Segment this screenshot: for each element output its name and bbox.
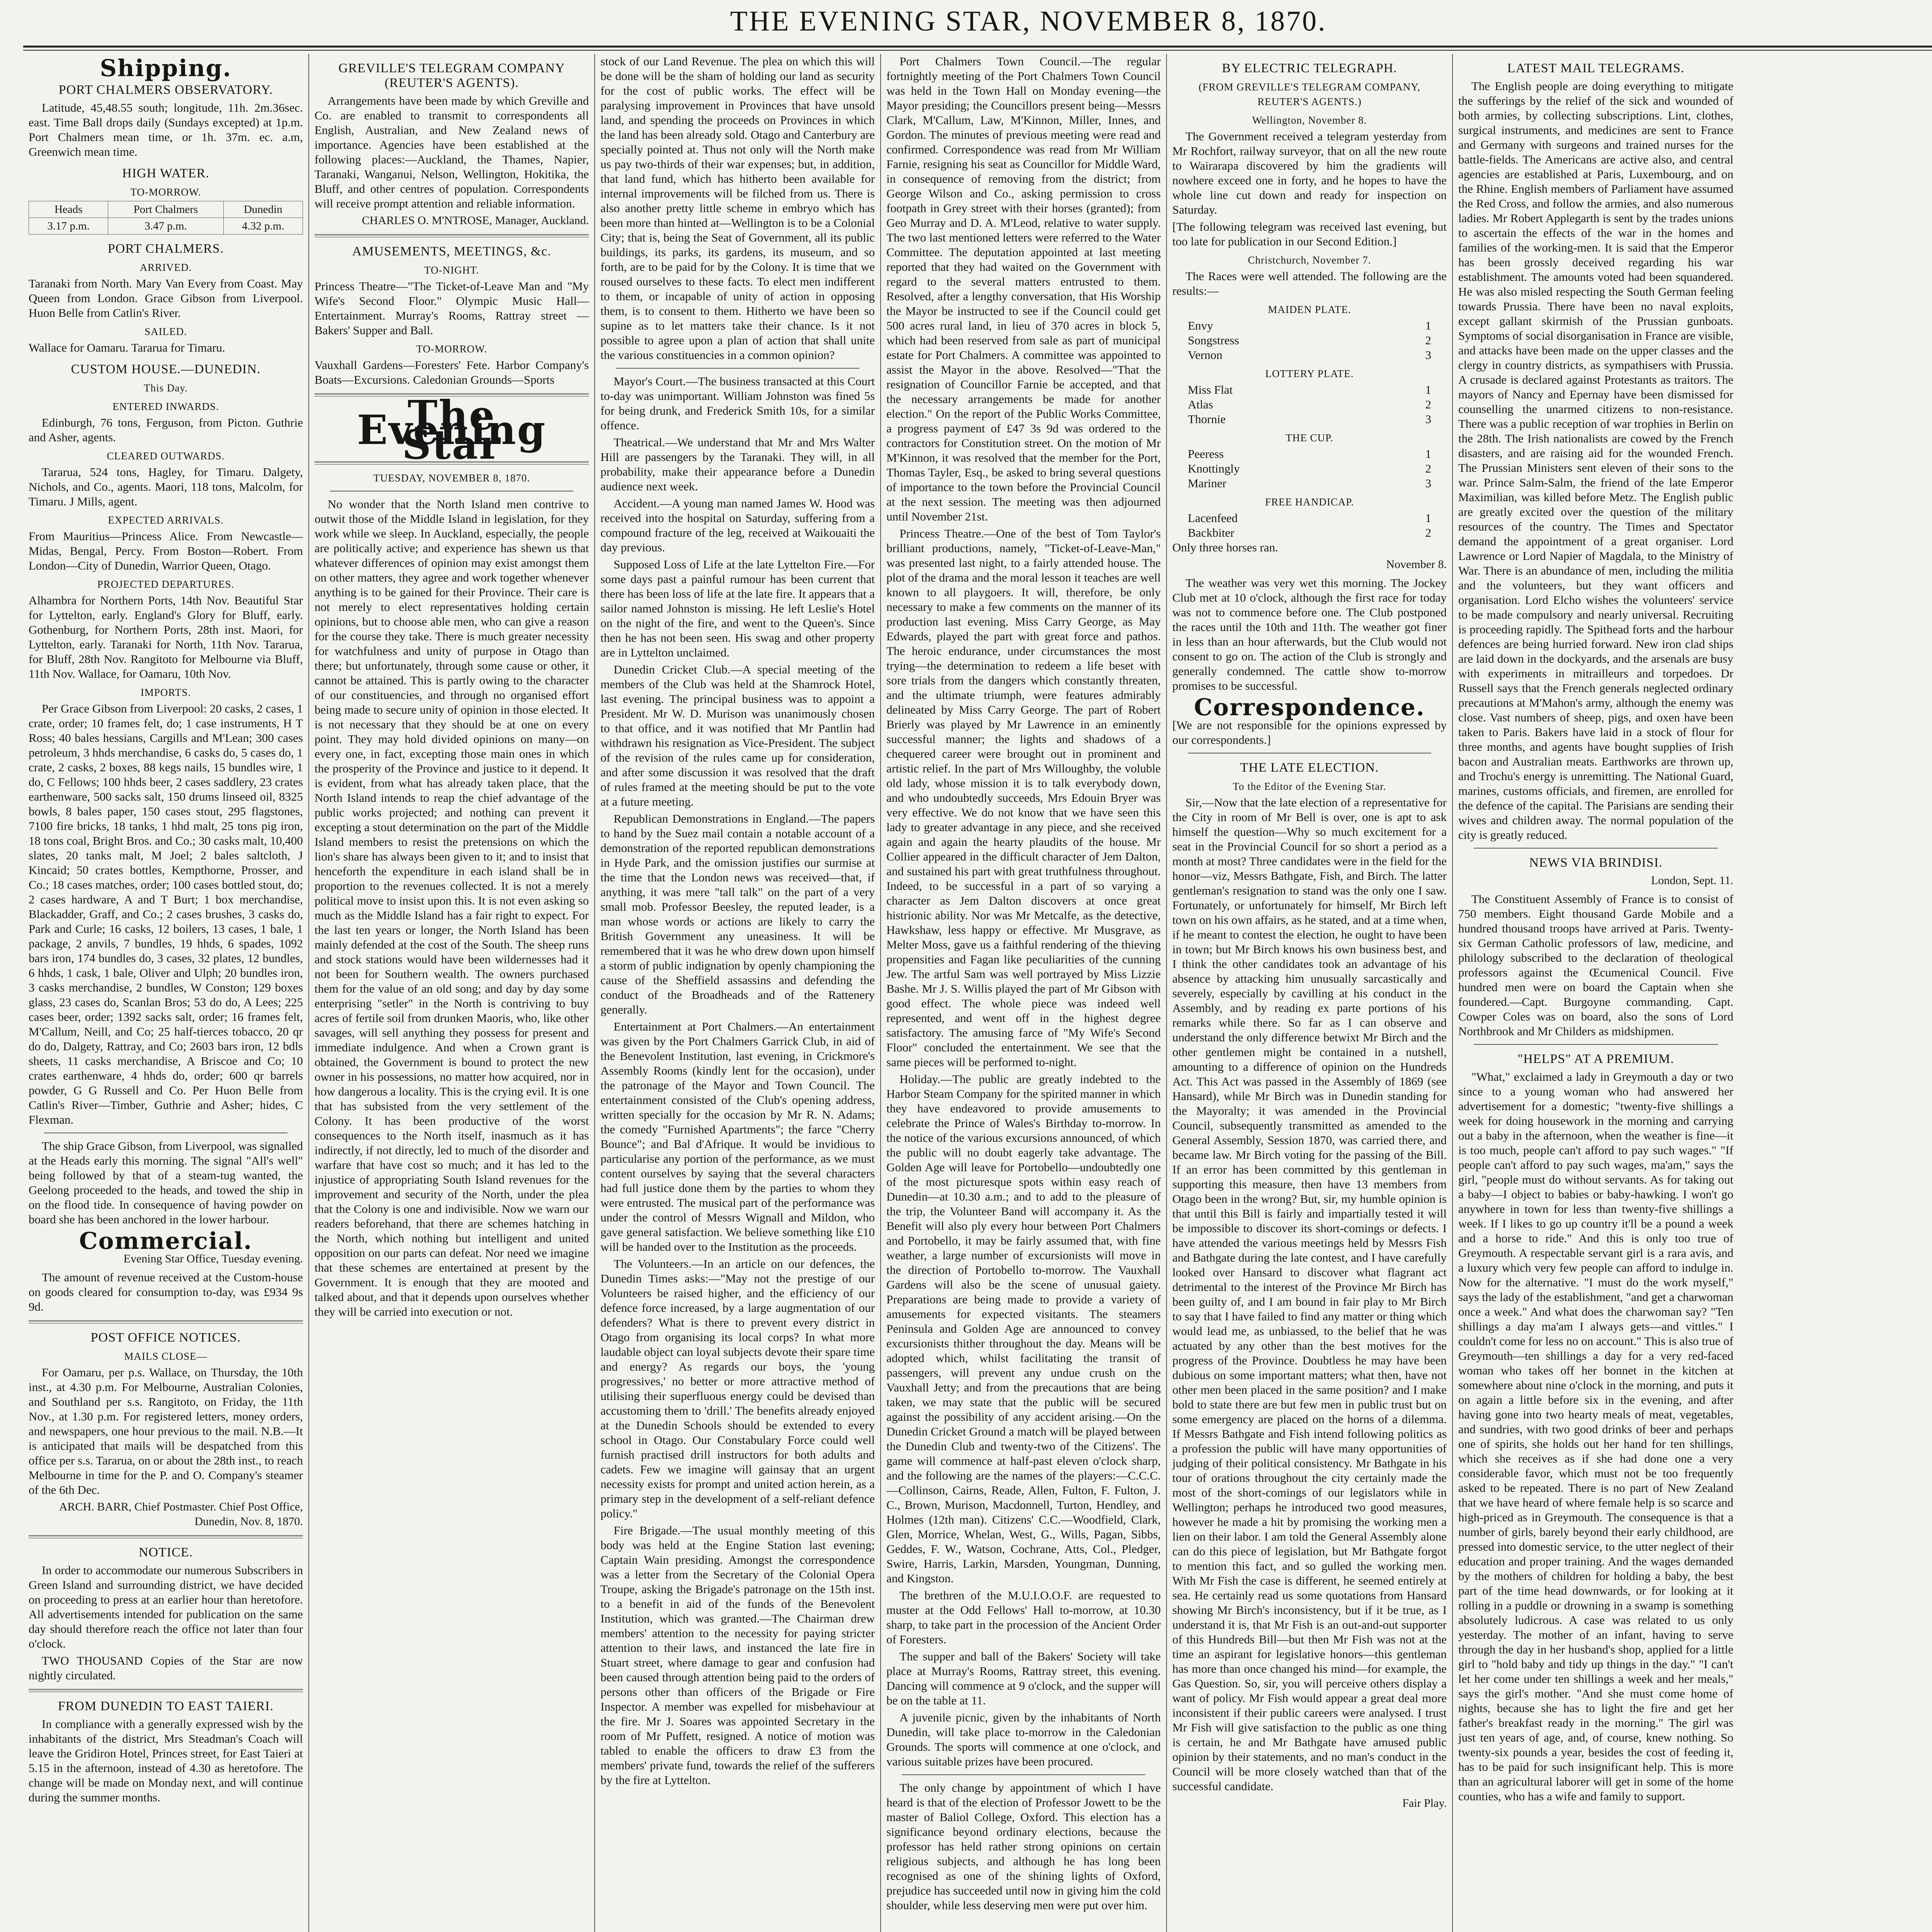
date-line: TUESDAY, NOVEMBER 8, 1870. — [373, 472, 530, 484]
divider — [29, 1535, 303, 1538]
horse-name: Atlas — [1188, 398, 1213, 411]
horse-name: Envy — [1188, 319, 1213, 332]
column-3 — [595, 54, 881, 1932]
tonight-text: Princess Theatre—"The Ticket-of-Leave Man and "My Wife's Second Floor." Olympic Music Hall—Entertainment. Murray's Rooms, Rattray street — Bakers' Supper and Ball. — [315, 279, 589, 337]
tide-tomorrow: TO-MORROW. — [130, 186, 201, 198]
race-results — [1172, 302, 1447, 540]
latest-mail-text: The English people are doing everything to mitigate the sufferings by the relief of the sick and wounded of both armies, by collecting subscriptions. Lint, clothes, surgical instruments, and medicines are sent to France and Germany with surgeons and trained nurses for the battle-fields. The Americans are active also, and central agencies are established at Paris, Luxembourg, and on the Rhine. English members of Parliament have assumed the Red Cross, and follow the armies, and also numerous ladies. Mr Robert Applegarth is sent by the trades unions to ascertain the effects of the war in the homes and families of the working-men. It is said that the Emperor has been grossly deceived regarding his war establishment. The amounts voted had been squandered. He was also misled respecting the South German feeling towards Prussia. There have been no naval exploits, except gallant skirmish of the Prussian gunboats. Symptoms of social disorganisation in France are visible, and attacks have been made on the upper classes and the clergy in country districts, as sympathisers with Prussia. A crusade is declared against Protestants as traitors. The mayors of Nancy and Epernay have been dismissed for counselling the unarmed citizens to non-resistance. There was a public reception of war trophies in Berlin on the 28th. The Irish nationalists are cowed by the French disasters, and are raising aid for the wounded French. The Prussian Ministers sent eleven of their sons to the war. Prince Salm-Salm, the friend of the late Emperor Maximilian, was killed before Metz. The English public are greatly excited over the question of the military resources of the country. The Times and Spectator demand the appointment of a great organiser. Lord Lawrence or Lord Napier of Magdala, to the Ministry of War. There is an abundance of men, including the militia and the volunteers, but they want officers and organisation. Lord Elcho wishes the volunteers' service to be made compulsory and nearly universal. Recruiting is proceeding rapidly. The Spithead forts and the harbour defences are being hurried forward. New iron clad ships are laid down in the dockyards, and the arsenals are busy with experiments in mitrailleurs and torpedoes. Dr Russell says that the French generals neglected ordinary precautions at M'Mahon's army, although the enemy was close. Vast numbers of sheep, pigs, and oxen have been taken to Paris. Bakers have laid in a stock of flour for three months, and agents have bought supplies of Irish bacon and Australian meats. Earthworks are thrown up, and Trochu's energy is unremitting. The National Guard, marines, customs officials, and firemen, are enrolled for the defence of the capital. The Parisians are sending their wives and children away. The normal population of the city is greatly reduced. — [1458, 79, 1733, 842]
race-result-row — [1188, 348, 1431, 362]
inwards-text: Edinburgh, 76 tons, Ferguson, from Picton. Guthrie and Asher, agents. — [29, 416, 303, 444]
post-office-heading: POST OFFICE NOTICES. — [90, 1330, 241, 1345]
race-result-row — [1188, 526, 1431, 540]
outwards-heading: CLEARED OUTWARDS. — [107, 450, 225, 462]
race-result-row — [1188, 383, 1431, 397]
tide-time: 3.47 p.m. — [108, 218, 223, 235]
leader-continued: stock of our Land Revenue. The plea on which this will be done will be the sham of holding our land as security for the cost of public works. The effect will be paralysing improvement in Provinces that have unsold land, and spending the proceeds on Provinces in which the land has been already sold. Otago and Canterbury are specially pointed at. Thus not only will the North make us pay two-thirds of their war expenses; but, in addition, that land fund, which has hitherto been available for internal improvements will be filched from us. There is also another pretty little scheme in embryo which has been more than hinted at—Wellington is to be a Colonial City; that is, being the Seat of Government, all its public buildings, its parks, its gardens, its museum, and so forth, are to be paid for by the Colony. It is time that we roused ourselves to these facts. To elect men indifferent to them, or incapable of unity of action in opposing them, is to consent to them. Hitherto we have been so supine as to let matters take their chance. Is it not possible to agree upon a plan of action that shall unite the various constituencies in a common opinion? — [600, 54, 875, 362]
departures-text: Alhambra for Northern Ports, 14th Nov. Beautiful Star for Lyttelton, early. England's Glory for Bluff, early. Gothenburg, for Northern Ports, 28th inst. Maori, for Lyttelton, early. Taranaki for North, 11th Nov. Tararua, for Bluff, 28th Nov. Rangitoto for Melbourne via Bluff, 11th Nov. Wallace, for Oamaru, 10th Nov. — [29, 594, 303, 680]
telegraph-subheading: (FROM GREVILLE'S TELEGRAM COMPANY, REUTER'S AGENTS.) — [1199, 81, 1420, 107]
race-title: FREE HANDICAP. — [1265, 496, 1354, 508]
helps-heading: "HELPS" AT A PREMIUM. — [1517, 1052, 1674, 1066]
divider — [1474, 1044, 1718, 1045]
divider — [315, 234, 589, 237]
arrived-text: Taranaki from North. Mary Van Every from Coast. May Queen from London. Grace Gibson from Liverpool. Huon Belle from Catlin's River. — [29, 277, 303, 320]
horse-name: Mariner — [1188, 476, 1226, 490]
observatory-heading: PORT CHALMERS OBSERVATORY. — [58, 83, 273, 97]
horse-place: 1 — [1425, 511, 1431, 525]
horse-place: 3 — [1425, 476, 1431, 490]
weather-text: The weather was very wet this morning. The Jockey Club met at 10 o'clock, although the first race for today was not to commence before one. The Club postponed the races until the 10th and 11th. The weather got finer in less than an hour afterwards, but the Club would not consent to go on. The action of the Club is strongly and generally condemned. The cattle show to-morrow promises to be successful. — [1172, 576, 1447, 692]
horse-place: 1 — [1425, 319, 1431, 332]
taieri-text: In compliance with a generally expressed wish by the inhabitants of the district, Mrs Steadman's Coach will leave the Gridiron Hotel, Princes street, for East Taieri at 5.15 in the afternoon, instead of 4.30 as heretofore. The change will be made on Monday next, and will continue during the summer months. — [29, 1717, 303, 1804]
imports-text: Per Grace Gibson from Liverpool: 20 casks, 2 cases, 1 crate, order; 10 frames felt, do; 1 case instruments, H T Ross; 40 bales hessians, Cargills and M'Lean; 300 cases petroleum, 3 hhds merchandise, 6 casks do, 5 cases do, 1 crate, 2 casks, 2 boxes, 88 kegs nails, 15 bundles wire, 1 do, C Fellows; 100 hhds beer, 2 cases saddlery, 23 crates earthenware, 500 sacks salt, 150 drums linseed oil, 8325 bowls, 8 bales paper, 150 cases stout, 295 flagstones, 7100 fire bricks, 18 tanks, 1 hhd malt, 25 tons pig iron, 18 tons coal, Bright Bros. and Co.; 30 casks malt, 10,400 slates, 20 tanks malt, M Joel; 2 bales saltcloth, J Kincaid; 50 crates bottles, Kempthorne, Prosser, and Co.; 18 cases matches, order; 100 cases bottled stout, do; 2 cases hardware, A and T Burt; 1 box merchandise, Blackadder, Graff, and Co.; 2 cases brushes, 3 casks do, Park and Curle; 16 casks, 12 boilers, 13 cases, 1 bale, 1 package, 2 anvils, 7 bundles, 19 hhds, 6 spades, 1092 bars iron, 174 bundles do, 3 cases, 32 plates, 12 bundles, 6 hhds, 1 cask, 1 bale, Oliver and Ulph; 20 bundles iron, 3 casks merchandise, 2 bundles, W Conston; 129 boxes glass, 23 cases do, Scanlan Bros; 53 do do, A Lees; 225 cases beer, order; 1392 sacks salt, order; 16 frames felt, M'Callum, Neill, and Co; 25 half-tierces tobacco, 20 qr do do, Dalgety, Rattray, and Co; 2603 bars iron, 12 bdls sheets, 11 casks merchandise, A Briscoe and Co; 10 crates earthenware, 4 hhds do, order; 600 qr barrels powder, G G Russell and Co. Per Huon Belle from Catlin's River—Timber, Guthrie and Asher; hides, C Flexman. — [29, 702, 303, 1126]
tomorrow-heading: TO-MORROW. — [416, 343, 487, 355]
leader-text: No wonder that the North Island men contrive to outwit those of the Middle Island in legislation, for they work while we sleep. In Auckland, especially, the people are politically active; and experience has shewn us that whatever differences of opinion may exist amongst them on other matters, they agree and work together whenever anything is to be gained for their Province. Their care is not merely to elect representatives holding certain opinions, but to choose able men, who can give a reason for the course they take. There is much greater necessity for watchfulness and unity of purpose in Otago than there; but unfortunately, through some cause or other, it cannot be attained. This is partly owing to the character of our constituencies, and through no organised effort being made to secure unity of opinion in those elected. It is not necessary that they should be at one on every point. They may hold divided opinions on many—on every one, in fact, excepting those main ones in which the prosperity of the Province and justice to it depend. It is evident, from what has already taken place, that the North Island intends to reap the chief advantage of the public works projected; and nothing can prevent it excepting a stout determination on the part of the Middle Island members to resist the pretensions on which the lion's share has always been given to it; and to insist that henceforth the expenditure in each island shall be in proportion to the revenues collected. It is not a merely political move to insist upon this. It is not even asking so much as the Middle Island has a fair right to expect. For the last ten years or longer, the North Island has been mainly defended at the cost of the South. The sheep runs and stock stations would have been wildernesses had it not been for Southern wealth. The owners purchased them for the value of an old song; and day by day some enterprising "setler" in the North is contriving to buy acres of fertile soil from drunken Maoris, who, like other savages, will sell anything they possess for present and immediate indulgence. And when a Crown grant is obtained, the Government is bound to protect the new owner in his possessions, no matter how acquired, nor in how dangerous a locality. This is the crying evil. It is one that has subsisted from the very settlement of the Colony. It has been productive of the worst consequences to the North itself, inasmuch as it has indirectly, if not directly, led to much of the disorder and warfare that have cost so much; and it has led to the injustice of appropriating South Island revenues for the improvement and security of the North, under the plea that the Colony is one and indivisible. Now we warn our readers beforehand, that there are schemes hatching in the North, which nothing but intelligent and united opposition on our parts can defeat. Nor need we imagine that these schemes are entertained at present by the Government. It is enough that they are mooted and talked about, and that it depends upon ourselves whether they will be carried into execution or not. — [315, 497, 589, 1318]
horse-place: 2 — [1425, 398, 1431, 411]
juvenile-picnic: A juvenile picnic, given by the inhabitants of North Dunedin, will take place to-morrow in the Caledonian Grounds. The sports will commence at one o'clock, and various suitable prizes have been procured. — [886, 1711, 1161, 1768]
this-day: This Day. — [144, 382, 188, 394]
imports-heading: IMPORTS. — [140, 687, 191, 698]
christchurch-date: Christchurch, November 7. — [1248, 254, 1371, 266]
port-chalmers-heading: PORT CHALMERS. — [107, 242, 224, 256]
race-result-row — [1188, 333, 1431, 348]
divider — [29, 1689, 303, 1692]
holiday: Holiday.—The public are greatly indebted to the Harbor Steam Company for the spirited manner in which they have endeavored to provide amusements to celebrate the Prince of Wales's Birthday to-morrow. In the notice of the various excursions announced, of which the public will no doubt eagerly take advantage. The Golden Age will leave for Portobello—undoubtedly one of the most picturesque spots within easy reach of Dunedin—at 10.30 a.m.; and to add to the pleasure of the trip, the Volunteer Band will accompany it. As the Benefit will also ply every hour between Port Chalmers and Portobello, it may be fairly assumed that, with fine weather, a large number of excursionists will move in the direction of Portobello to-morrow. The Vauxhall Gardens will also be the scene of unusual gaiety. Preparations are being made to provide a variety of amusements for expected visitants. The steamers Peninsula and Golden Age are announced to convey excursionists thither throughout the day. Means will be adopted which, whilst facilitating the transit of passengers, will prevent any undue crush on the Vauxhall Jetty; and from the precautions that are being taken, we may state that the public will be secured against the possibility of any accident arising.—On the Dunedin Cricket Ground a match will be played between the Dunedin Club and twenty-two of the Citizens'. The game will commence at half-past eleven o'clock sharp, and the following are the names of the players:—C.C.C.—Collinson, Cairns, Reade, Allen, Fulton, F. Fulton, J. C., Brown, Murison, Macdonnell, Turton, Hendley, and Holmes (12th man). Citizens' C.C.—Woodfield, Clark, Glen, Morrice, Whelan, West, G., Wills, Pagan, Sibbs, Geddes, F. W., Watson, Cochrane, Atts, Col., Pledger, Swire, Harris, Larkin, Marsden, Youngman, Dunning, and Kingston. — [886, 1072, 1161, 1585]
theatrical: Theatrical.—We understand that Mr and Mrs Walter Hill are passengers by the Taranaki. They will, in all probability, make their appearance before a Dunedin audience next week. — [600, 435, 875, 493]
races-intro: The Races were well attended. The following are the results:— — [1172, 269, 1447, 298]
telegram-note: [The following telegram was received last evening, but too late for publication in our Second Edition.] — [1172, 220, 1447, 248]
nov8-date: November 8. — [1386, 558, 1447, 571]
expected-text: From Mauritius—Princess Alice. From Newcastle—Midas, Bengal, Percy. From Boston—Robert. From London—City of Dunedin, Warrior Queen, Otago. — [29, 529, 303, 572]
lyttelton-fire: Supposed Loss of Life at the late Lyttelton Fire.—For some days past a painful rumour has been current that there has been loss of life at the late fire. It appears that a sailor named Johnston is missing. He left Leslie's Hotel on the night of the fire, and went to the Queen's. Since then he has not been seen. His swag and other property are in Lyttelton unclaimed. — [600, 558, 875, 659]
race-result-row — [1188, 476, 1431, 491]
race-result-row — [1188, 318, 1431, 333]
horse-place: 1 — [1425, 447, 1431, 461]
correspondence-heading: Correspondence. — [1194, 694, 1425, 721]
mails-close: MAILS CLOSE— — [124, 1350, 207, 1362]
notice-text: In order to accommodate our numerous Subscribers in Green Island and surrounding district, we have decided on proceeding to press at an earlier hour than heretofore. All advertisements intended for publication on the same day should therefore reach the office not later than four o'clock. — [29, 1563, 303, 1650]
departures-heading: PROJECTED DEPARTURES. — [97, 578, 235, 590]
latest-mail-heading: LATEST MAIL TELEGRAMS. — [1507, 61, 1685, 75]
only-three-horses: Only three horses ran. — [1172, 541, 1278, 554]
arrived-heading: ARRIVED. — [139, 262, 192, 273]
post-text: For Oamaru, per p.s. Wallace, on Thursday, the 10th inst., at 4.30 p.m. For Melbourne, Australian Colonies, and Southland per s.s. Rangitoto, on Friday, the 11th Nov., at 1.30 p.m. For registered letters, money orders, and newspapers, one hour previous to the mail. N.B.—It is anticipated that mails will be despatched from this office per s.s. Tararua, on or about the 28th inst., to reach Melbourne in time for the P. and O. Company's steamer of the 6th Dec. — [29, 1366, 303, 1497]
ship-report: The ship Grace Gibson, from Liverpool, was signalled at the Heads early this morning. The signal "All's well" being followed by that of a steam-tug wanted, the Geelong proceeded to the heads, and towed the ship in on the flood tide. In consequence of having powder on board she has been anchored in the lower harbour. — [29, 1139, 303, 1226]
horse-place: 2 — [1425, 462, 1431, 475]
horse-place: 2 — [1425, 526, 1431, 539]
sailed-text: Wallace for Oamaru. Tararua for Timaru. — [29, 341, 225, 354]
telegraph-heading: BY ELECTRIC TELEGRAPH. — [1222, 61, 1397, 75]
column-4 — [881, 54, 1167, 1932]
horse-name: Songstress — [1188, 333, 1239, 347]
race-result-row — [1188, 397, 1431, 412]
taieri-heading: FROM DUNEDIN TO EAST TAIERI. — [58, 1699, 274, 1713]
oxford-note: The only change by appointment of which I have heard is that of the election of Professor Jowett to be the master of Baliol College, Oxford. This election has a significance beyond ordinary elections, because the professor has held rather strong opinions on certain religious subjects, and although he has long been recognised as one of the shining lights of Oxford, prejudice has succeeded until now in giving him the cold shoulder, while less deserving men were put over him. — [886, 1781, 1161, 1912]
race-result-row — [1188, 412, 1431, 427]
shipping-heading: Shipping. — [100, 55, 232, 82]
tide-header: Heads — [29, 201, 108, 218]
sailed-heading: SAILED. — [145, 326, 187, 337]
divider — [902, 1774, 1145, 1775]
masthead-rule — [23, 46, 1932, 51]
commercial-heading: Commercial. — [79, 1228, 253, 1255]
race-result-row — [1188, 447, 1431, 461]
race-title: LOTTERY PLATE. — [1265, 368, 1354, 379]
outwards-text: Tararua, 524 tons, Hagley, for Timaru. Dalgety, Nichols, and Co., agents. Maori, 118 tons, Malcolm, for Timaru. J Mills, agent. — [29, 465, 303, 508]
divider — [1474, 848, 1718, 849]
custom-house-heading: CUSTOM HOUSE.—DUNEDIN. — [71, 362, 261, 376]
masthead: THE EVENING STAR, NOVEMBER 8, 1870. — [730, 5, 1327, 37]
town-council: Port Chalmers Town Council.—The regular fortnightly meeting of the Port Chalmers Town Council was held in the Town Hall on Monday evening—the Mayor presiding; the Councillors present being—Messrs Clark, M'Callum, Law, M'Kinnon, Miller, Innes, and Gordon. The minutes of previous meeting were read and confirmed. Correspondence was read from Mr William Farnie, resigning his seat as Councillor for Middle Ward, in consequence of removing from the district; from George Wilson and Co., asking permission to cross footpath in Grey street with their horses (granted); from Geo Murray and D. A. M'Leod, relative to water supply. The two last mentioned letters were referred to the Water Committee. The deputation appointed at last meeting reported that they had waited on the Government with regard to the several matters entrusted to them. Resolved, after a lengthy conversation, that His Worship the Mayor be instructed to see if the Council could get 500 acres rural land, in lieu of 370 acres in block 5, which had been reserved from sale as part of municipal estate for Port Chalmers. A committee was appointed to assist the Mayor in the above. Resolved—"That the resignation of Councillor Farnie be accepted, and that the necessary arrangements be made for another election." On the report of the Public Works Committee, a progress payment of £47 3s 9d was ordered to the contractors for Constitution street. On the motion of Mr M'Kinnon, it was resolved that the member for the Port, Thomas Tayler, Esq., be asked to bring several questions of importance to the town before the Provincial Council at the next session. The meeting was then adjourned until November 21st. — [886, 54, 1161, 523]
election-letter: Sir,—Now that the late election of a representative for the City in room of Mr Bell is over, one is apt to ask himself the question—Why so much excitement for a seat in the Provincial Council for so short a period as a month at most? Three candidates were in the field for the honor—viz, Messrs Bathgate, Fish, and Birch. The latter gentleman's resignation to stand was the only one I saw. Fortunately, or unfortunately for himself, Mr Birch left town on his own affairs, as he stated, and at a time when, if he meant to contest the election, he ought to have been in town; but Mr Birch knows his own business best, and I think the other candidates took an advantage of his absence by attacking him unusually sarcastically and severely, especially by cavilling at his conduct in the Assembly, and by reading ex parte portions of his remarks while there. So far as I can observe and understand the only difference betwixt Mr Birch and the other gentlemen might be contained in a nutshell, amounting to a difference of opinion on the Hundreds Act. This Act was passed in the Assembly of 1869 (see Hansard), while Mr Birch was in Dunedin standing for the Mayoralty; it was amended in the Provincial Council, subsequently transmitted as amended to the General Assembly, Session 1870, was carried there, and became law. Mr Birch voting for the passing of the Bill. If an error has been committed by this gentleman in supporting this measure, then have 13 members from Otago been in the wrong? But, sir, my humble opinion is that until this Bill is fairly and impartially tested it will be impossible to discover its short-comings or defects. I have attended the various meetings held by Messrs Fish and Bathgate during the late contest, and I have carefully looked over Hansard to discover what flagrant act detrimental to the interest of the Province Mr Birch has been guilty of, and I am bound in fair play to Mr Birch to say that I have failed to find any matter or thing which would lead me, as unbiassed, to the belief that he was actuated by any other than the best motives for the progress of the Province. Doubtless he may have been dubious on some important matters; what then, have not other men been placed in the same position? and I make bold to state there are but few men in public trust but on some emergency are placed on the horns of a dilemma. If Messrs Bathgate and Fish intend following politics as a profession the public will have many opportunities of judging of their political consistency. Mr Bathgate in his tour of orations throughout the city certainly made the most of the short-comings of our legislators while in Wellington; perhaps he introduced two good measures, however he made a hit by promising the working men a lien on their labor. I am told the General Assembly alone can do this piece of legislation, but Mr Bathgate forgot to mention this fact, and so gulled the working men. With Mr Fish the case is different, he seemed entirely at sea. He certainly read us some quotations from Hansard showing Mr Birch's inconsistency, but if it be true, as I understand it is, that Mr Fish is an out-and-out supporter of this Hundreds Bill—but then Mr Fish was not at the time an aspirant for legislative honors—this gentleman has more than once changed his mind—for example, the Gas Question. So, sir, you will perceive others display a want of policy. Mr Fish would appear a great deal more inconsistent if their public careers were analysed. I trust Mr Fish will give satisfaction to the public as one thing is certain, he and Mr Bathgate have amused public opinion by their statements, and no man's conduct in the Council will be more closely watched than that of the successful candidate. — [1172, 796, 1447, 1793]
commercial-office: Evening Star Office, Tuesday evening. — [123, 1252, 303, 1265]
wellington-date: Wellington, November 8. — [1252, 114, 1367, 126]
election-to-editor: To the Editor of the Evening Star. — [1233, 781, 1386, 792]
columns — [23, 54, 1932, 1932]
bakers-ball: The supper and ball of the Bakers' Society will take place at Murray's Rooms, Rattray street, this evening. Dancing will commence at 9 o'clock, and the supper will be on the table at 11. — [886, 1650, 1161, 1707]
divider — [330, 491, 573, 492]
paper-nameplate: The Evening Star — [357, 391, 547, 468]
column-5 — [1167, 54, 1453, 1932]
horse-name: Miss Flat — [1188, 383, 1233, 396]
volunteers: The Volunteers.—In an article on our defences, the Dunedin Times asks:—"May not the prestige of our Volunteers be raised higher, and the efficiency of our defence force increased, by a large augmentation of our defenders? What is there to prevent every district in Otago from organising its local corps? In what more laudable object can loyal subjects devote their spare time and energy? As regards our boys, the 'young progressives,' no better or more attractive method of utilising their superfluous energy could be devised than accustoming them to 'drill.' The benefits already enjoyed at the Dunedin Schools should be extended to every school in Otago. Our Constabulary Force could well furnish practised drill instructors for both adults and cadets. Few we imagine will gainsay that an urgent necessity exists for prompt and united action herein, as a primary step in the development of a self-reliant defence policy." — [600, 1257, 875, 1520]
tide-time: 3.17 p.m. — [29, 218, 108, 235]
column-6 — [1453, 54, 1739, 1932]
accident: Accident.—A young man named James W. Hood was received into the hospital on Saturday, suffering from a compound fracture of the leg, received at Waikouaiti the day previous. — [600, 497, 875, 554]
post-signature: ARCH. BARR, Chief Postmaster. Chief Post Office, Dunedin, Nov. 8, 1870. — [59, 1500, 303, 1528]
election-signature: Fair Play. — [1402, 1797, 1447, 1810]
copies-text: TWO THOUSAND Copies of the Star are now nightly circulated. — [29, 1654, 303, 1682]
tide-header: Port Chalmers — [108, 201, 223, 218]
column-1 — [23, 54, 309, 1932]
brindisi-heading: NEWS VIA BRINDISI. — [1529, 855, 1663, 870]
amusements-heading: AMUSEMENTS, MEETINGS, &c. — [352, 244, 551, 259]
horse-name: Lacenfeed — [1188, 511, 1238, 525]
horse-name: Peeress — [1188, 447, 1224, 461]
tide-table — [29, 201, 303, 235]
observatory-text: Latitude, 45,48.55 south; longitude, 11h. 2m.36sec. east. Time Ball drops daily (Sundays excepted) at 1p.m. Port Chalmers mean time, or 1h. 37m. ec. a.m, Greenwich mean time. — [29, 101, 303, 158]
princess-theatre: Princess Theatre.—One of the best of Tom Taylor's brilliant productions, namely, "Ticket-of-Leave-Man," was presented last night, to a fairly attended house. The plot of the drama and the moral lesson it teaches are well known to all playgoers. It will, therefore, be only necessary to make a few comments on the manner of its production last evening. Miss Carry George, as May Edwards, played the part with great force and pathos. The heroic endurance, under circumstances the most trying—the determination to redeem a life beset with sore trials from the dangers which constantly threaten, and the ultimate triumph, were features admirably delineated by Miss Carry George. The part of Robert Brierly was played by Mr Lawrence in an eminently successful manner; the lights and shadows of a chequered career were brought out in prominent and artistic relief. In the part of Mrs Willoughby, the voluble old lady, whose mission it is to talk everybody down, and who undoubtedly succeeds, Mrs Edouin Bryer was very effective. We do not know that we have seen this lady to greater advantage in any piece, and she received again and again the hearty plaudits of the house. Mr Collier appeared in the difficult character of Jem Dalton, and sustained his part with great truthfulness throughout. Indeed, to be successful in a part of so varying a character as Jem Dalton discovers at once great histrionic ability. Nor was Mr Metcalfe, as the detective, Hawkshaw, less happy or effective. Mr Musgrave, as Melter Moss, gave us a faithful rendering of the thieving propensities and Fagan like peculiarities of the cunning Jew. The artful Sam was well portrayed by Miss Lizzie Bashe. Mr J. S. Willis played the part of Mr Gibson with good effect. The whole piece was indeed well represented, and went off in the highest degree satisfactory. The amusing farce of "My Wife's Second Floor" concluded the entertainment. We see that the same pieces will be performed to-night. — [886, 527, 1161, 1069]
race-result-row — [1188, 511, 1431, 526]
greville-signature: CHARLES O. M'NTROSE, Manager, Auckland. — [362, 214, 589, 227]
election-heading: THE LATE ELECTION. — [1240, 760, 1379, 775]
race-title: THE CUP. — [1286, 432, 1333, 444]
race-title: MAIDEN PLATE. — [1268, 304, 1351, 315]
notice-heading: NOTICE. — [138, 1545, 193, 1560]
horse-place: 3 — [1425, 348, 1431, 362]
horse-place: 2 — [1425, 333, 1431, 347]
mayors-court: Mayor's Court.—The business transacted at this Court to-day was unimportant. William Johnston was fined 5s for being drunk, and Frederick Smith 10s, for a similar offence. — [600, 374, 875, 432]
correspondence-note: [We are not responsible for the opinions expressed by our correspondents.] — [1172, 718, 1447, 747]
greville-heading: GREVILLE'S TELEGRAM COMPANY (REUTER'S AGENTS). — [338, 61, 565, 90]
high-water-heading: HIGH WATER. — [122, 166, 209, 180]
helps-text: "What," exclaimed a lady in Greymouth a day or two since to a young woman who had answered her advertisement for a domestic; "twenty-five shillings a week for doing housework in the morning and carrying out a baby in the afternoon, when the weather is fine—it is too much, people can't afford to pay such wages." "If people can't afford to pay such wages, ma'am," says the girl, "people must do without servants. As for taking out a baby—I object to babies or baby-hawking. I won't go anywhere in town for less than twenty-five shillings a week. If I likes to go up country it'll be a pound a week and a horse to ride." And this is only too true of Greymouth. A respectable servant girl is a rara avis, and a luxury which very few people can afford to indulge in. Now for the alternative. "I must do the work myself," says the lady of the establishment, "and get a charwoman once a week." And what does the charwoman say? "Ten shillings a day ma'am I always gets—and vittles." I couldn't come for less no on account." This is also true of Greymouth—ten shillings a day for a very red-faced woman who takes off her bonnet in the kitchen at somewhere about nine o'clock in the morning, and puts it on again a little before six in the evening, and after having gone into two hearty meals of meat, vegetables, and sundries, with two good drinks of beer and perhaps one of spirits, she holds out her hand for ten shillings, which she receives as if she had done one a very considerable favor, which must not be too frequently asked to be repeated. There is no part of New Zealand that we have heard of where female help is so scarce and high-priced as in Greymouth. The consequence is that a number of girls, barely beyond their early childhood, are pressed into domestic service, to the utter neglect of their education and proper training. And the wages demanded by the mothers of children for holding a baby, the best part of the time head downwards, or for looking at it rolling in a puddle or drowning in a swamp is something absolutely ludicrous. A case was related to us only yesterday. The mother of an infant, having to serve through the day in her husband's shop, applied for a little girl to "hold baby and tidy up things in the day." "I can't let her come under ten shillings a week and her meals," says the girl's mother. "And she must come home of nights, because she has to light the fire and get her father's breakfast ready in the morning." The girl was just ten years of age, and, of course, knew nothing. So twenty-six pounds a year, besides the cost of feeding it, has to be paid for such insignificant help. This is more than an agricultural laborer will get in some of the home counties, who has a wife and family to support. — [1458, 1070, 1733, 1803]
brindisi-text: The Constituent Assembly of France is to consist of 750 members. Eight thousand Garde Mobile and a hundred thousand troops have arrived at Paris. Twenty-six German Catholic professors of law, medicine, and philology subscribed to the declaration of theological professors against the Œcumenical Council. Five hundred men were on board the Captain when she foundered.—Capt. Burgoyne commanding. Capt. Cowper Coles was on board, also the sons of Lord Northbrook and Mr Childers as midshipmen. — [1458, 892, 1733, 1038]
republican-demonstrations: Republican Demonstrations in England.—The papers to hand by the Suez mail contain a notable account of a demonstration of the reported republican demonstrations in Hyde Park, and the omission justifies our surmise at the time that the London news was received—that, if anything, it was mere "tall talk" on the part of a very small mob. Professor Beesley, the reputed leader, is a man whose words or actions are likely to carry the British Government any uneasiness. It will be remembered that it was he who drew down upon himself a storm of public indignation by openly championing the cause of the Sheffield assassins and defending the conduct of the Broadheads and of the Rattenery generally. — [600, 812, 875, 1016]
port-chalmers-entertainment: Entertainment at Port Chalmers.—An entertainment was given by the Port Chalmers Garrick Club, in aid of the Benevolent Institution, last evening, in Crickmore's Assembly Rooms (kindly lent for the occasion), under the patronage of the Mayor and Town Council. The entertainment consisted of the Club's opening address, written specially for the occasion by Mr R. N. Adams; the comedy "Furnished Apartments"; the farce "Cherry Bounce"; and Bal d'Afrique. It would be invidious to particularise any portion of the performance, as we must content ourselves by saying that the several characters had full justice done them by the parties to whom they were entrusted. The musical part of the performance was under the control of Messrs Wignall and Mildon, who gave general satisfaction. We believe something like £10 will be handed over to the Institution as the proceeds. — [600, 1020, 875, 1253]
tonight-heading: TO-NIGHT. — [424, 264, 480, 276]
divider — [616, 368, 859, 369]
fire-brigade: Fire Brigade.—The usual monthly meeting of this body was held at the Engine Station last evening; Captain Wain presiding. Amongst the correspondence was a letter from the Secretary of the Colonial Opera Troupe, asking the Brigade's patronage on the 15th inst. to a benefit in aid of the funds of the Benevolent Institution, which was granted.—The Chairman drew members' attention to the necessity for paying stricter attention to their laws, and instanced the late fire in Stuart street, where damage to gear and confusion had been caused through attention being paid to the orders of persons other than officers of the Brigade or Fire Inspector. A member was expelled for misbehaviour at the fire. Mr J. Soares was appointed Secretary in the room of Mr Puffett, resigned. A notice of motion was tabled to enable the officers to draw £3 from the members' private fund, towards the relief of the sufferers by the fire at Lyttelton. — [600, 1524, 875, 1787]
tide-header: Dunedin — [223, 201, 303, 218]
divider — [29, 1320, 303, 1323]
commercial-text: The amount of revenue received at the Custom-house on goods cleared for consumption to-day, was £934 9s 9d. — [29, 1270, 303, 1313]
expected-heading: EXPECTED ARRIVALS. — [108, 514, 224, 526]
horse-name: Backbiter — [1188, 526, 1235, 539]
column-2 — [309, 54, 595, 1932]
race-result-row — [1188, 461, 1431, 476]
greville-text: Arrangements have been made by which Greville and Co. are enabled to transmit to correspondents all English, Australian, and New Zealand news of importance. Agencies have been established at the following places:—Auckland, the Thames, Napier, Taranaki, Wanganui, Nelson, Wellington, Hokitika, the Bluff, and other centres of population. Correspondents will receive prompt attention and reliable information. — [315, 94, 589, 210]
muioof-notice: The brethren of the M.U.I.O.O.F. are requested to muster at the Odd Fellows' Hall to-morrow, at 10.30 sharp, to take part in the procession of the Ancient Order of Foresters. — [886, 1588, 1161, 1646]
horse-name: Thornie — [1188, 412, 1226, 426]
horse-name: Knottingly — [1188, 462, 1240, 475]
horse-place: 1 — [1425, 383, 1431, 396]
horse-name: Vernon — [1188, 348, 1223, 362]
tomorrow-text: Vauxhall Gardens—Foresters' Fete. Harbor Company's Boats—Excursions. Caledonian Grounds—Sports — [315, 358, 589, 386]
cricket-club: Dunedin Cricket Club.—A special meeting of the members of the Club was held at the Shamrock Hotel, last evening. The principal business was to appoint a President. Mr W. D. Murison was unanimously chosen to that office, and it was notified that Mr Pantlin had withdrawn his resignation as Vice-President. The subject of the revision of the rules came up for consideration, and after some discussion it was resolved that the draft of rules framed at the meeting should be put to the vote at a future meeting. — [600, 663, 875, 808]
brindisi-date: London, Sept. 11. — [1651, 874, 1733, 887]
tide-time: 4.32 p.m. — [223, 218, 303, 235]
inwards-heading: ENTERED INWARDS. — [112, 401, 219, 412]
wellington-text: The Government received a telegram yesterday from Mr Rochfort, railway surveyor, that on all the new route to Wairarapa discovered by him the gradients will nowhere exceed one in forty, and he hopes to have the whole line cut down and ready for inspection on Saturday. — [1172, 129, 1447, 216]
horse-place: 3 — [1425, 412, 1431, 426]
